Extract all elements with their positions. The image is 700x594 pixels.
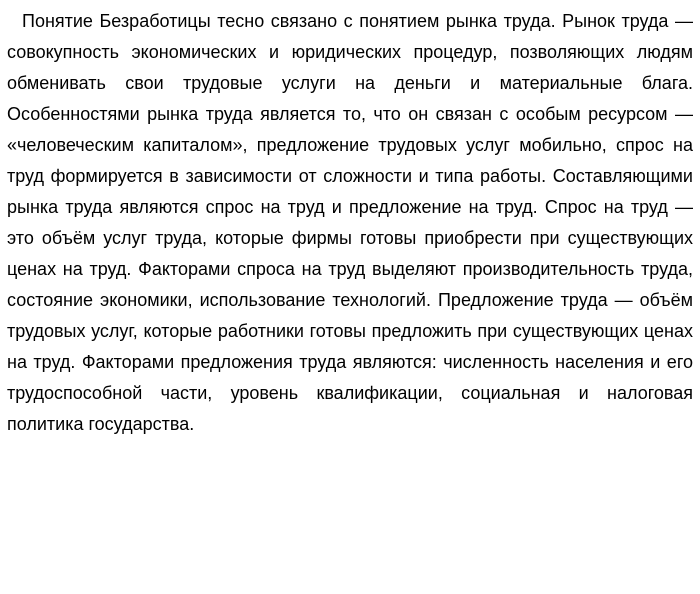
document-page <box>7 6 693 440</box>
body-paragraph: Понятие Безработицы тесно связано с понятием рынка труда. Рынок труда — совокупность экономических и юридических процедур, позволяющих людям обменивать свои трудовые услуги на деньги и материальные блага. Особенностями рынка труда является то, что он связан с особым ресурсом — «человеческим капиталом», предложение трудовых услуг мобильно, спрос на труд формируется в зависимости от сложности и типа работы. Составляющими рынка труда являются спрос на труд и предложение на труд. Спрос на труд — это объём услуг труда, которые фирмы готовы приобрести при существующих ценах на труд. Факторами спроса на труд выделяют производительность труда, состояние экономики, использование технологий. Предложение труда — объём трудовых услуг, которые работники готовы предложить при существующих ценах на труд. Факторами предложения труда являются: численность населения и его трудоспособной части, уровень квалификации, социальная и налоговая политика государства. <box>7 11 693 434</box>
